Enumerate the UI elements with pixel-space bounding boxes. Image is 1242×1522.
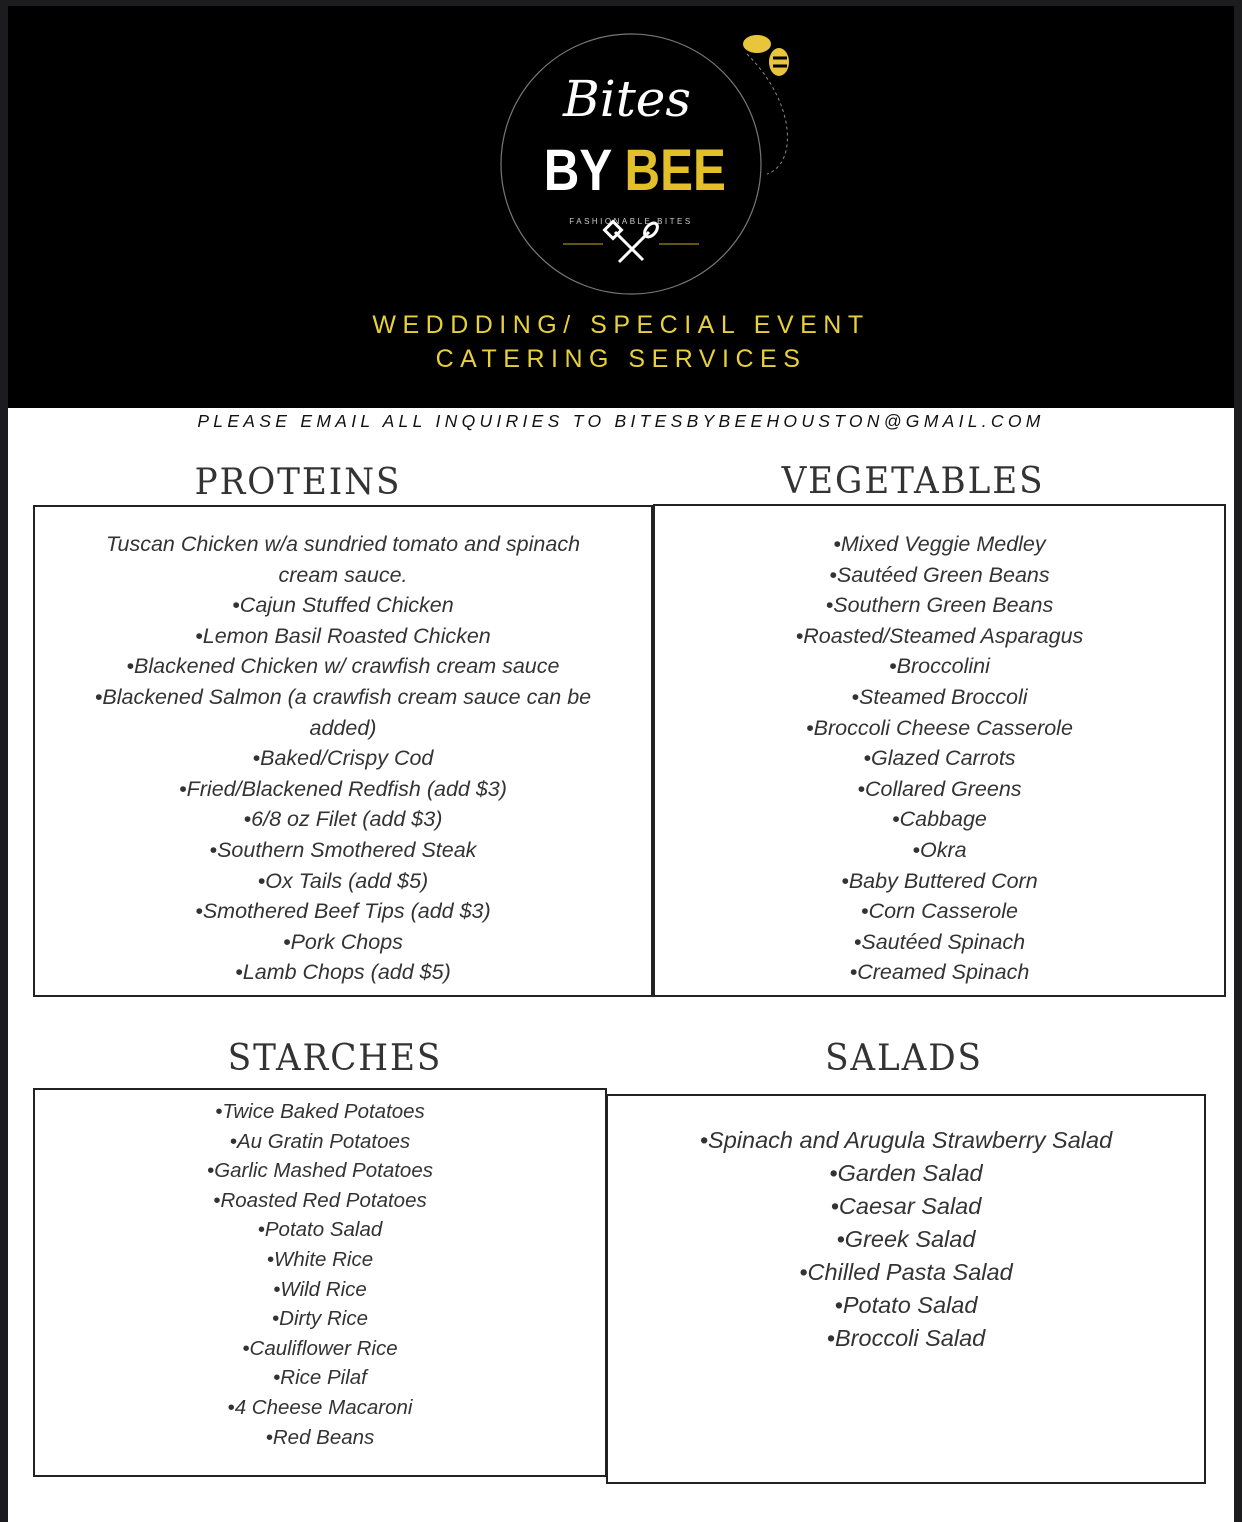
vegetables-list	[655, 529, 1224, 988]
starches-item: •Roasted Red Potatoes	[213, 1188, 427, 1212]
proteins-item: •Smothered Beef Tips (add $3)	[195, 899, 491, 924]
proteins-item: •6/8 oz Filet (add $3)	[243, 807, 443, 832]
proteins-list	[35, 529, 651, 988]
starches-item: •Garlic Mashed Potatoes	[207, 1159, 433, 1183]
vegetables-item: •Okra	[912, 837, 967, 862]
email-notice: PLEASE EMAIL ALL INQUIRIES TO BITESBYBEEHOUSTON@GMAIL.COM	[197, 411, 1045, 431]
vegetables-item: •Collared Greens	[857, 776, 1022, 801]
proteins-item: •Cajun Stuffed Chicken	[232, 593, 454, 618]
salads-list	[608, 1124, 1204, 1355]
vegetables-heading: VEGETABLES	[781, 461, 1045, 502]
salads-item: •Caesar Salad	[830, 1193, 982, 1219]
salads-item: •Broccoli Salad	[826, 1325, 986, 1351]
starches-item: •Twice Baked Potatoes	[215, 1100, 425, 1123]
proteins-item: •Lamb Chops (add $5)	[235, 960, 451, 985]
proteins-item: •Blackened Salmon (a crawfish cream sauce can be	[94, 684, 592, 709]
proteins-item: •Pork Chops	[283, 929, 403, 954]
starches-item: •Red Beans	[265, 1425, 375, 1449]
proteins-heading: PROTEINS	[194, 462, 402, 503]
proteins-item: •Blackened Chicken w/ crawfish cream sauce	[126, 654, 560, 679]
logo-bee: BEE	[624, 138, 726, 203]
vegetables-item: •Broccolini	[889, 654, 990, 679]
starches-heading: STARCHES	[227, 1038, 443, 1079]
starches-item: •Potato Salad	[257, 1218, 383, 1242]
vegetables-item: •Mixed Veggie Medley	[833, 532, 1046, 556]
proteins-item: cream sauce.	[278, 562, 408, 587]
starches-box	[33, 1088, 607, 1477]
logo-script-text: Bites	[562, 70, 692, 128]
starches-item: •Rice Pilaf	[273, 1366, 367, 1390]
vegetables-item: •Creamed Spinach	[849, 960, 1030, 985]
salads-item: •Garden Salad	[829, 1160, 983, 1186]
vegetables-item: •Cabbage	[892, 807, 987, 832]
tagline-line1: WEDDDING/ SPECIAL EVENT	[372, 311, 870, 339]
vegetables-item: •Sautéed Green Beans	[829, 562, 1050, 587]
vegetables-item: •Southern Green Beans	[825, 593, 1054, 618]
tagline-line2: CATERING SERVICES	[435, 345, 807, 373]
vegetables-item: •Roasted/Steamed Asparagus	[795, 623, 1084, 648]
proteins-item: •Lemon Basil Roasted Chicken	[195, 623, 491, 648]
starches-list	[35, 1097, 605, 1452]
logo-subtitle: FASHIONABLE BITES	[569, 217, 693, 226]
vegetables-item: •Broccoli Cheese Casserole	[806, 715, 1073, 740]
proteins-item: added)	[309, 715, 377, 740]
vegetables-box	[653, 504, 1226, 997]
salads-heading: SALADS	[825, 1038, 983, 1079]
starches-item: •Wild Rice	[273, 1277, 367, 1301]
proteins-item: •Fried/Blackened Redfish (add $3)	[179, 776, 507, 801]
salads-item: •Spinach and Arugula Strawberry Salad	[699, 1127, 1113, 1153]
proteins-item: •Baked/Crispy Cod	[252, 746, 434, 771]
starches-item: •Cauliflower Rice	[242, 1336, 398, 1360]
logo-by: BY	[543, 138, 613, 203]
vegetables-item: •Baby Buttered Corn	[841, 868, 1038, 893]
starches-item: •Au Gratin Potatoes	[229, 1129, 411, 1153]
salads-item: •Chilled Pasta Salad	[799, 1259, 1013, 1285]
starches-item: •4 Cheese Macaroni	[227, 1395, 413, 1419]
bites-by-bee-logo	[497, 24, 769, 296]
proteins-item: •Southern Smothered Steak	[209, 837, 477, 862]
vegetables-item: •Glazed Carrots	[863, 746, 1016, 771]
starches-item: •White Rice	[266, 1247, 374, 1271]
salads-item: •Potato Salad	[834, 1292, 978, 1318]
salads-box	[606, 1094, 1206, 1484]
proteins-box	[33, 505, 653, 997]
vegetables-item: •Corn Casserole	[861, 899, 1018, 924]
salads-item: •Greek Salad	[836, 1226, 976, 1252]
proteins-item: Tuscan Chicken w/a sundried tomato and spinach	[105, 532, 581, 556]
starches-item: •Dirty Rice	[271, 1307, 368, 1331]
proteins-item: •Ox Tails (add $5)	[257, 868, 429, 893]
vegetables-item: •Steamed Broccoli	[851, 684, 1028, 709]
vegetables-item: •Sautéed Spinach	[853, 929, 1026, 954]
